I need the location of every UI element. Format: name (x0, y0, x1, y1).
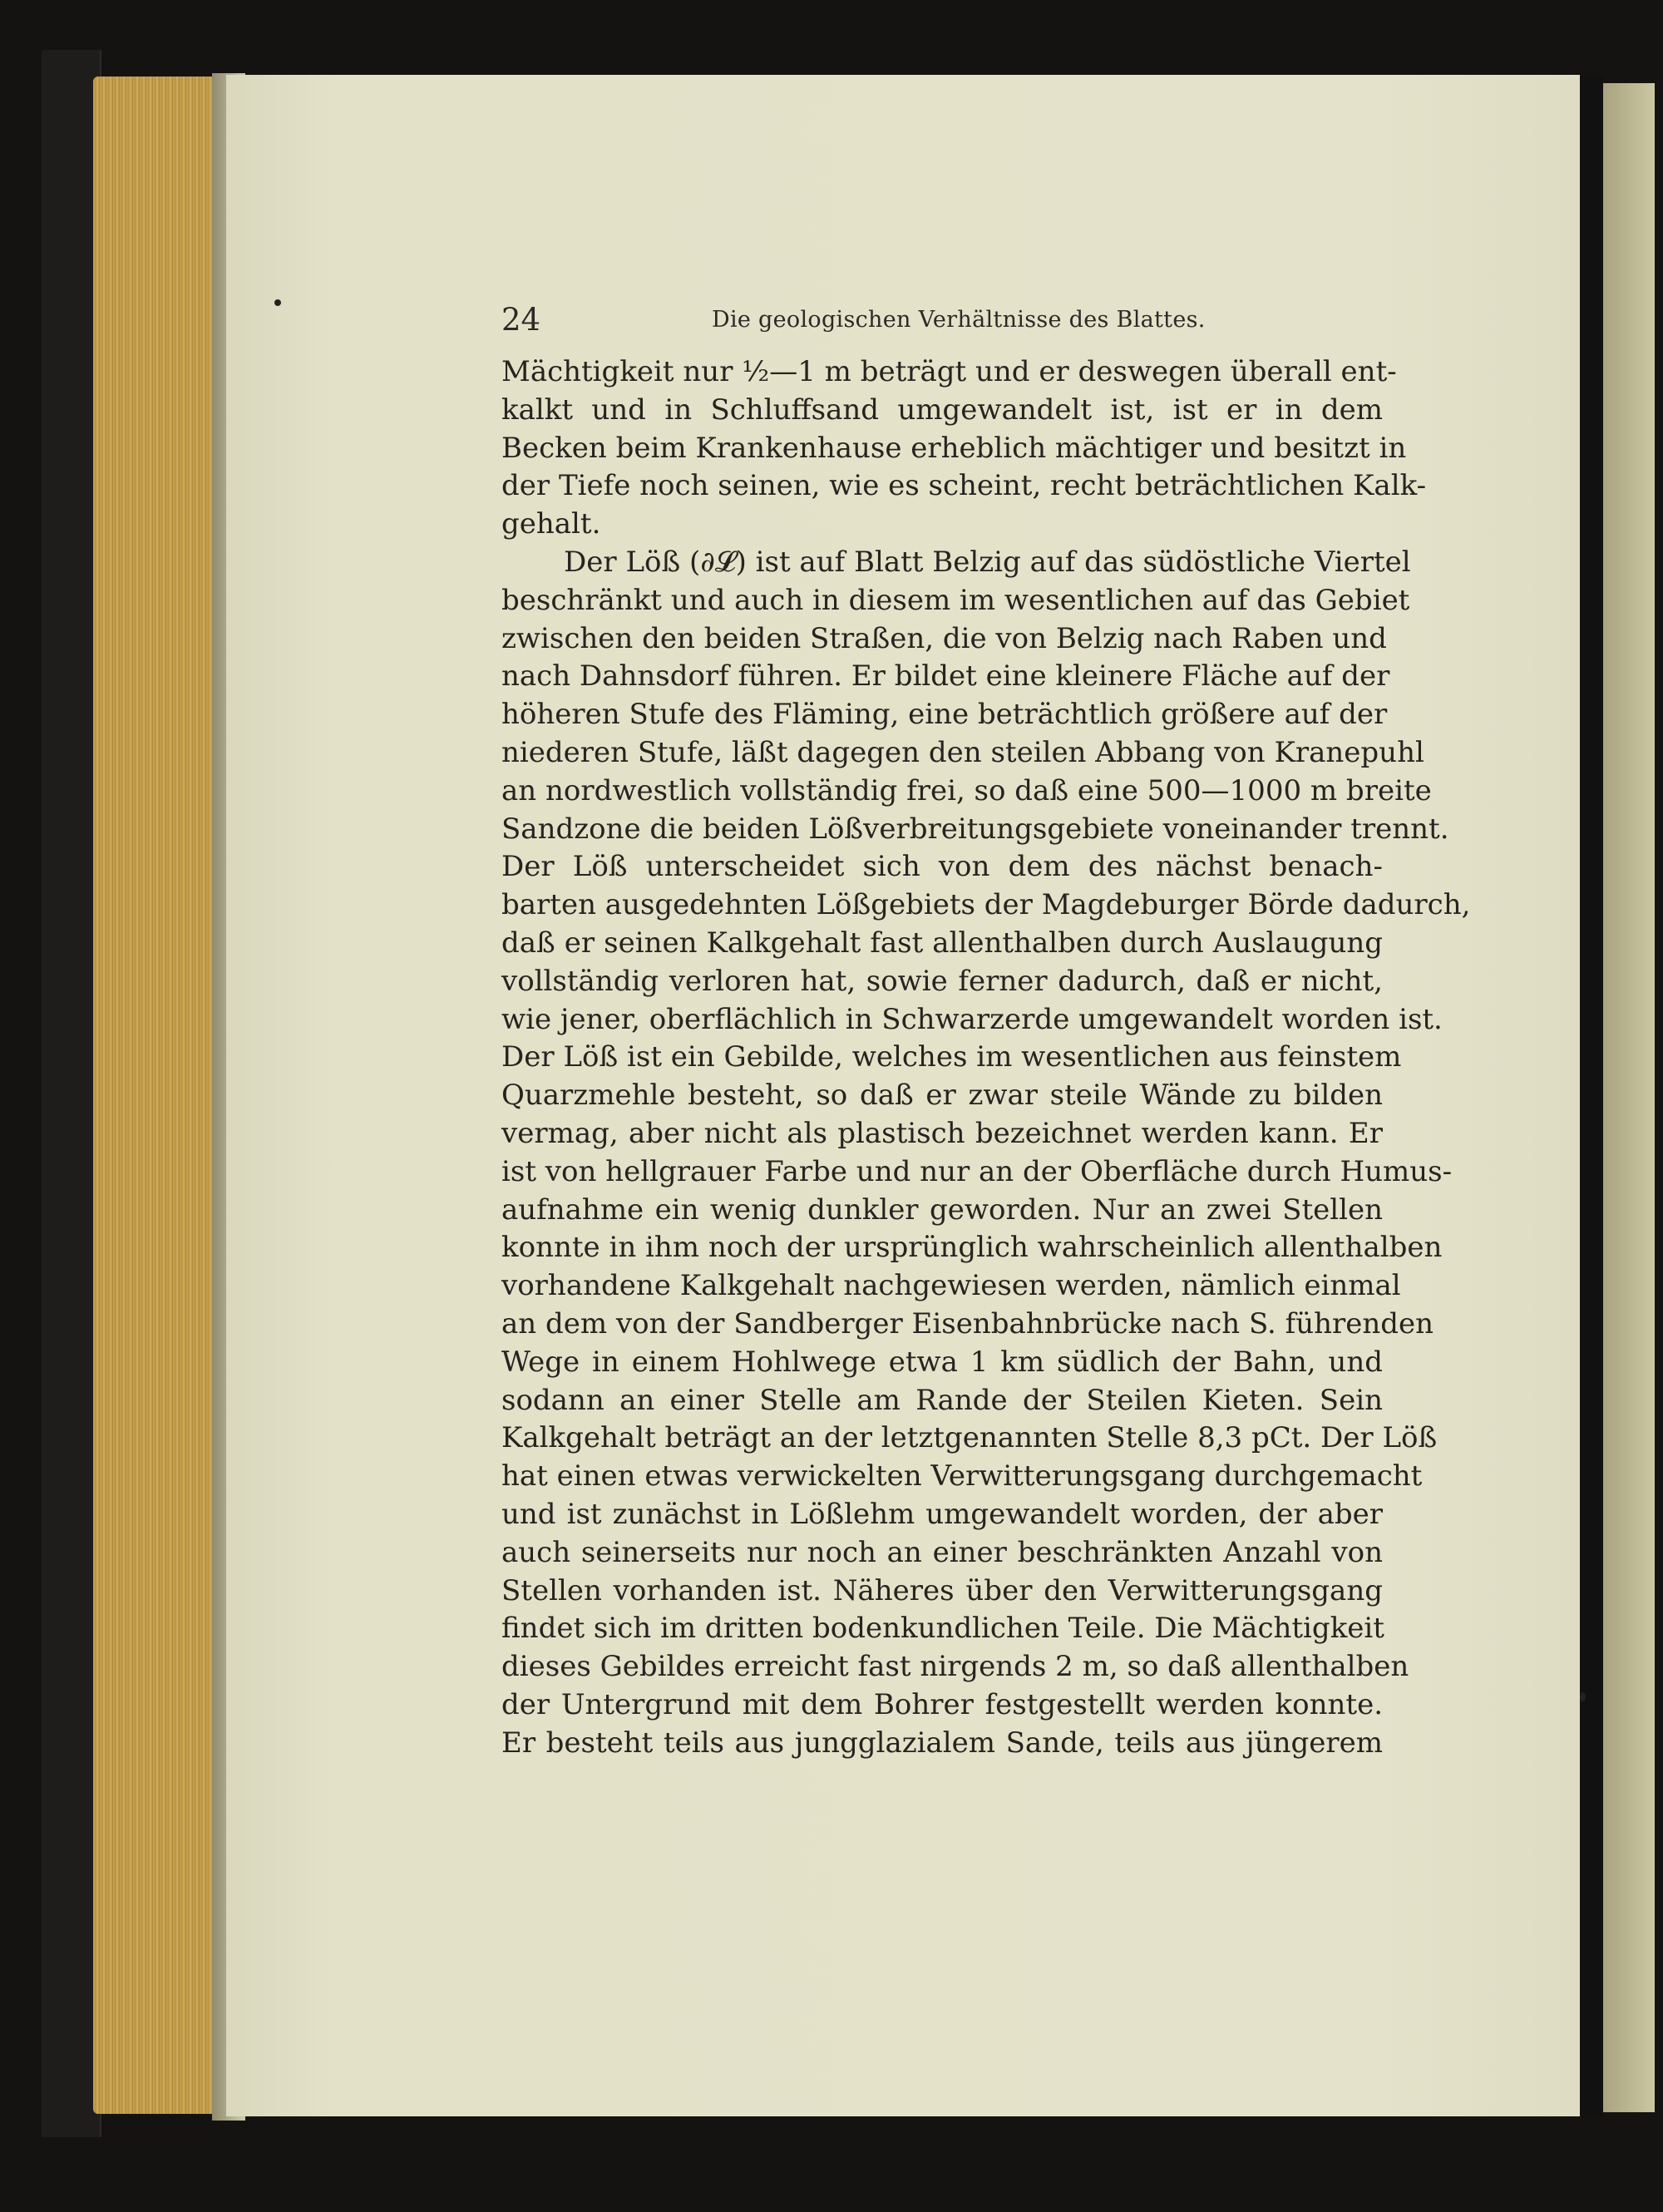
text-line: konnte in ihm noch der ursprünglich wahrscheinlich allenthalben (501, 1231, 1443, 1265)
text-line: hat einen etwas verwickelten Verwitterungsgang durchgemacht (501, 1459, 1423, 1494)
text-line: beschränkt und auch in diesem im wesentlichen auf das Gebiet (501, 583, 1410, 617)
text-line: Der Löß (∂𝓛) ist auf Blatt Belzig auf das südöstliche Viertel (564, 545, 1411, 579)
text-line: vollständig verloren hat, sowie ferner dadurch, daß er nicht, (501, 964, 1383, 998)
text-line: ist von hellgrauer Farbe und nur an der Oberfläche durch Humus- (501, 1154, 1453, 1188)
text-line: Becken beim Krankenhause erheblich mächtiger und besitzt in (501, 431, 1407, 465)
page-header (501, 304, 1383, 337)
text-line: zwischen den beiden Straßen, die von Belzig nach Raben und (501, 621, 1387, 655)
text-line: der Tiefe noch seinen, wie es scheint, recht beträchtlichen Kalk- (501, 469, 1427, 503)
page-number: 24 (501, 302, 541, 338)
running-title: Die geologischen Verhältnisse des Blattes. (712, 307, 1206, 333)
text-line: an dem von der Sandberger Eisenbahnbrücke nach S. führenden (501, 1306, 1434, 1341)
text-line: Der Löß ist ein Gebilde, welches im wesentlichen aus feinstem (501, 1040, 1402, 1074)
text-line: wie jener, oberflächlich in Schwarzerde umgewandelt worden ist. (501, 1002, 1443, 1036)
dust-speck (1580, 1692, 1586, 1701)
gutter-strip (1580, 75, 1603, 2116)
text-line: Der Löß unterscheidet sich von dem des nächst benach- (501, 850, 1383, 884)
text-line: vermag, aber nicht als plastisch bezeichnet werden kann. Er (501, 1116, 1383, 1150)
text-line: auch seinerseits nur noch an einer beschränkten Anzahl von (501, 1535, 1383, 1569)
text-line: Er besteht teils aus jungglazialem Sande, teils aus jüngerem (501, 1726, 1383, 1760)
text-line: an nordwestlich vollständig frei, so daß eine 500—1000 m breite (501, 773, 1432, 807)
text-line: aufnahme ein wenig dunkler geworden. Nur an zwei Stellen (501, 1192, 1383, 1227)
text-line: der Untergrund mit dem Bohrer festgestellt werden konnte. (501, 1687, 1383, 1721)
text-line: daß er seinen Kalkgehalt fast allenthalben durch Auslaugung (501, 926, 1383, 960)
text-line: Mächtigkeit nur ½—1 m beträgt und er deswegen überall ent- (501, 355, 1397, 388)
text-line: Kalkgehalt beträgt an der letztgenannten Stelle 8,3 pCt. Der Löß (501, 1421, 1438, 1455)
text-line: Sandzone die beiden Lößverbreitungsgebiete voneinander trennt. (501, 812, 1449, 846)
text-line: nach Dahnsdorf führen. Er bildet eine kleinere Fläche auf der (501, 659, 1390, 694)
text-line: gehalt. (501, 507, 601, 541)
text-line: niederen Stufe, läßt dagegen den steilen Abbang von Kranepuhl (501, 735, 1424, 769)
text-line: vorhandene Kalkgehalt nachgewiesen werden, nämlich einmal (501, 1269, 1401, 1303)
body-text (501, 353, 1471, 1762)
text-line: und ist zunächst in Lößlehm umgewandelt worden, der aber (501, 1497, 1383, 1531)
dust-speck (274, 299, 281, 306)
text-line: höheren Stufe des Fläming, eine beträchtlich größere auf der (501, 698, 1388, 732)
next-page-edge (1603, 83, 1655, 2112)
text-line: barten ausgedehnten Lößgebiets der Magdeburger Börde dadurch, (501, 888, 1471, 922)
text-line: dieses Gebildes erreicht fast nirgends 2 m, so daß allenthalben (501, 1650, 1409, 1684)
text-line: kalkt und in Schluffsand umgewandelt ist, ist er in dem (501, 393, 1383, 427)
text-line: Quarzmehle besteht, so daß er zwar steile Wände zu bilden (501, 1079, 1383, 1113)
text-line: Wege in einem Hohlwege etwa 1 km südlich der Bahn, und (501, 1345, 1383, 1379)
text-line: sodann an einer Stelle am Rande der Steilen Kieten. Sein (501, 1383, 1383, 1417)
text-line: findet sich im dritten bodenkundlichen Teile. Die Mächtigkeit (501, 1612, 1384, 1646)
text-line: Stellen vorhanden ist. Näheres über den Verwitterungsgang (501, 1573, 1383, 1607)
